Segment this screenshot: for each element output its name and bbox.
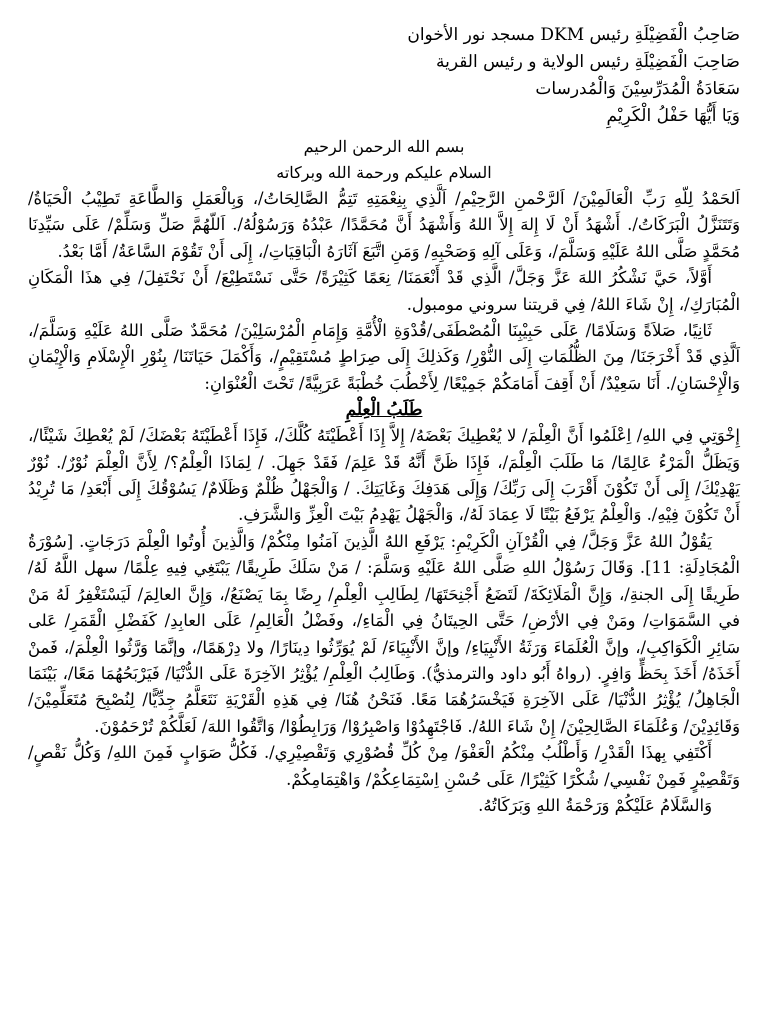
intro-paragraph-praise: اَلحَمْدُ لِلّهِ رَبِّ الْعَالَمِيْنَ/ اَلرَّحْمنِ الرَّحِيْمِ/ اَلَّذِي بِنِعْمَتِهِ تَتِمُّ الصَّالِحَاتُ/، وَبِالْعَمَلِ وَالطَّاعَةِ تَطِيْبُ الْحَيَاةُ/ وَتَتَنَزَّلُ الْبَرَكَاتُ/. أَشْهَدُ أَنْ لَا إِلهَ إِلاَّ اللهُ وَأَشْهَدُ أَنَّ مُحَمَّدًا/ عَبْدُهُ وَرَسُوْلُهُ/. اَللّهُمَّ صَلِّ وَسَلِّمْ/ عَلَى سَيِّدِنَا مُحَمَّدٍ صَلَّى اللهُ عَلَيْهِ وَسَلَّمَ/، وَعَلَى آلِهِ وَصَحْبِهِ/ وَمَنِ اتَّبَعَ آثَارَهُ الْبَاقِيَاتِ/، إِلَى أَنْ تَقُوْمَ السَّاعَةُ/ أَمَّا بَعْدُ. (28, 189, 740, 261)
greeting-line: سَعَادَةُ الْمُدَرِّسِيْنَ وَالْمُدرسات (535, 79, 740, 99)
speech-document (28, 22, 740, 819)
greeting-line: صَاحِبُ الْفَضِيْلَةِ رئيس DKM مسجد نور الأخوان (407, 25, 740, 45)
greeting-block (28, 22, 740, 130)
closing-salam: وَالسَّلَامُ عَلَيْكُمْ وَرَحْمَةُ اللهِ وَبَرَكَاتُهُ. (478, 795, 712, 815)
basmala: بسم الله الرحمن الرحيم (303, 137, 465, 156)
intro-paragraph-thanks: أَوَّلاً، حَيَّ نَشْكُرُ اللهَ عَزَّ وَجَلَّ/ الَّذِي قَدْ أَنْعَمَنَا/ نِعَمًا كَثِيْرَةً/ حَتَّى نَسْتَطِيْعَ/ أَنْ نَحْتَفِلَ/ فِي هذَا الْمَكَانِ الْمُبَارَكِ/، إِنْ شَاءَ اللهُ/ فِي قريتنا سروني مومبول. (28, 268, 740, 314)
greeting-line: وَيَا أَيُّهَا حَفْلُ الْكَرِيْمِ (606, 106, 740, 126)
greeting-line: صَاحِبَ الْفَضِيْلَةِ رئيس الولاية و رئيس القرية (435, 52, 740, 72)
salam-opening: السلام عليكم ورحمة الله وبركاته (276, 163, 492, 182)
speech-title: طَلَبُ الْعِلْمِ (345, 400, 423, 421)
intro-paragraph-salawat: ثَانِيًا، صَلاَةً وَسَلَامًا/ عَلَى حَبِيْبِنَا الْمُصْطَفَى/قُدْوَةِ الْأُمَّةِ وَإِمَامِ الْمُرْسَلِيْنَ/ مُحَمَّدٌ صَلَّى اللهُ عَلَيْهِ وَسَلَّمَ/، اَلَّذِي قَدْ أَخْرَجَنَا/ مِنَ الظُّلُمَاتِ إِلَى النُّوْرِ/ وَكَذلِكَ إِلَى صِرَاطٍ مُسْتَقِيْمٍ/، وَأَكْمَلَ حَيَاتَنَا/ بِنُوْرِ الْإِسْلَامِ وَالْإِيْمَانِ وَالْإِحْسَانِ/. أَنَا سَعِيْدٌ/ أَنْ أَقِفَ أَمَامَكُمْ جَمِيْعًا/ لِأَخْطُبَ خُطْبَةً عَرَبِيَّةً/ تَحْتَ الْعُنْوَانِ: (28, 321, 740, 393)
body-paragraph-knowledge: إِخْوَتِي فِي اللهِ/ اِعْلَمُوا أَنَّ الْعِلْمَ/ لا يُعْطِيكَ بَعْضَهُ/ إِلاَّ إِذَا أَعْطَيْتَهُ كُلَّكَ/، فَإِذَا أَعْطَيْتَهُ بَعْضَكَ/ لَمْ يُعْطِكَ شَيْئًا/، وَيَظَلُّ الْمَرْءُ عَالِمًا/ مَا طَلَبَ الْعِلْمَ/، فَإِذَا ظَنَّ أَنَّهُ قَدْ عَلِمَ/ فَقَدْ جَهِلَ. / لِمَاذَا الْعِلْمُ؟/ لِأَنَّ الْعِلْمَ نُوْرٌ/. نُوْرٌ يَهْدِيْكَ/ إِلَى أَنْ تَكُوْنَ أَقْرَبَ إِلَى رَبِّكَ/ وَإِلَى هَدَفِكَ وَغَايَتِكَ. / وَالْجَهْلُ ظُلْمٌ وَظَلَامٌ/ يَسُوْقُكَ إِلَى أَبْعَدِ/ مَا تُرِيْدُ أَنْ تَكُوْنَ فِيْهِ/. وَالْعِلْمُ يَرْفَعُ بَيْتًا لَا عِمَادَ لَهُ/، وَالْجَهْلُ يَهْدِمُ بَيْتَ الْعِزِّ وَالشَّرَفِ. (28, 426, 740, 525)
body-paragraph-conclusion: أَكْتَفِي بِهذَا الْقَدْرِ/ وَأَطْلُبُ مِنْكُمُ الْعَفْوَ/ مِنْ كُلِّ قُصُوْرِي وَتَقْصِيْرِي/. فَكُلُّ صَوَابٍ فَمِنَ اللهِ/ وَكُلُّ نَقْصٍ/ وَتَقْصِيْرٍ فَمِنْ نَفْسِي/ شُكْرًا كَثِيْرًا/ عَلَى حُسْنِ اِسْتِمَاعِكُمْ/ وَاهْتِمَامِكُمْ. (28, 743, 740, 789)
body-paragraph-quran-hadith: يَقُوْلُ اللهُ عَزَّ وَجَلَّ/ فِي الْقُرْآنِ الْكَرِيْمِ: يَرْفَعِ اللهُ الَّذِينَ آمَنُوا مِنْكُمْ/ وَالَّذِينَ أُوتُوا الْعِلْمَ دَرَجَاتٍ. [سُوْرَةُ الْمُجَادِلَةِ: 11]. وَقَالَ رَسُوْلُ اللهِ صَلَّى اللهُ عَلَيْهِ وَسَلَّمَ: / مَنْ سَلَكَ طَرِيقًا/ يَبْتَغِي فِيهِ عِلْمًا/ سهل اللَّهُ لَهُ/ طَرِيقًا إِلَى الجنةِ/، وَإِنَّ الْمَلَائِكَةَ/ لَتَضَعُ أَجْنِحَتَهَا/ لِطَالِبِ الْعِلْمِ/ رِضًا بِمَا يَصْنَعُ/، وَإِنَّ العالِمَ/ لَيَسْتَغْفِرُ لَهُ مَنْ في السَّمَوَاتِ/ ومَنْ فِي الأرْضِ/ حَتَّى الحِيتَانُ فِي الْمَاءِ/، وفَضْلُ الْعَالِمِ/ عَلَى العابِدِ/ كَفَضْلِ الْقَمَرِ/ عَلى سَائِرِ الْكَوَاكِبِ/، وإنَّ الْعُلَمَاءَ وَرَثَةُ الأَنْبِيَاءِ/ وإنَّ الأَنْبِيَاءَ/ لَمْ يُوَرِّثُوا دِينَارًا/ ولا دِرْهَمًا/، وإنَّمَا وَرَّثُوا الْعِلْمَ/، فَمنْ أَخَذَهُ/ أَخَذَ بِحَظٍّ وَافِرٍ. (رواهُ أَبُو داود والترمذيُّ). وَطَالِبُ الْعِلْمِ/ يُؤْثِرُ الآخِرَةَ عَلَى الدُّنْيَا/ فَيَرْبَحُهُمَا مَعًا/، بَيْنَمَا الْجَاهِلُ/ يُؤْثِرُ الدُّنْيَا/ عَلَى الآخِرَةِ فَيَخْسَرُهُمَا مَعًا. فَنَحْنُ هُنَا/ فِي هَذِهِ الْقَرْيَةِ نَتَعَلَّمُ جِدِّيًّا/ لِنُصْبِحَ مُتَعَلِّمِيْنَ/ وَقَائِدِيْنَ/ وَعُلَمَاءَ الصَّالِحِيْنَ/ إِنْ شَاءَ اللهُ/. فَاجْتَهِدُوْا وَاصْبِرُوْا/ وَرَابِطُوْا/ وَاتَّقُوا اللهَ/ لَعَلَّكُمْ تُرْحَمُوْنَ. (28, 531, 740, 736)
